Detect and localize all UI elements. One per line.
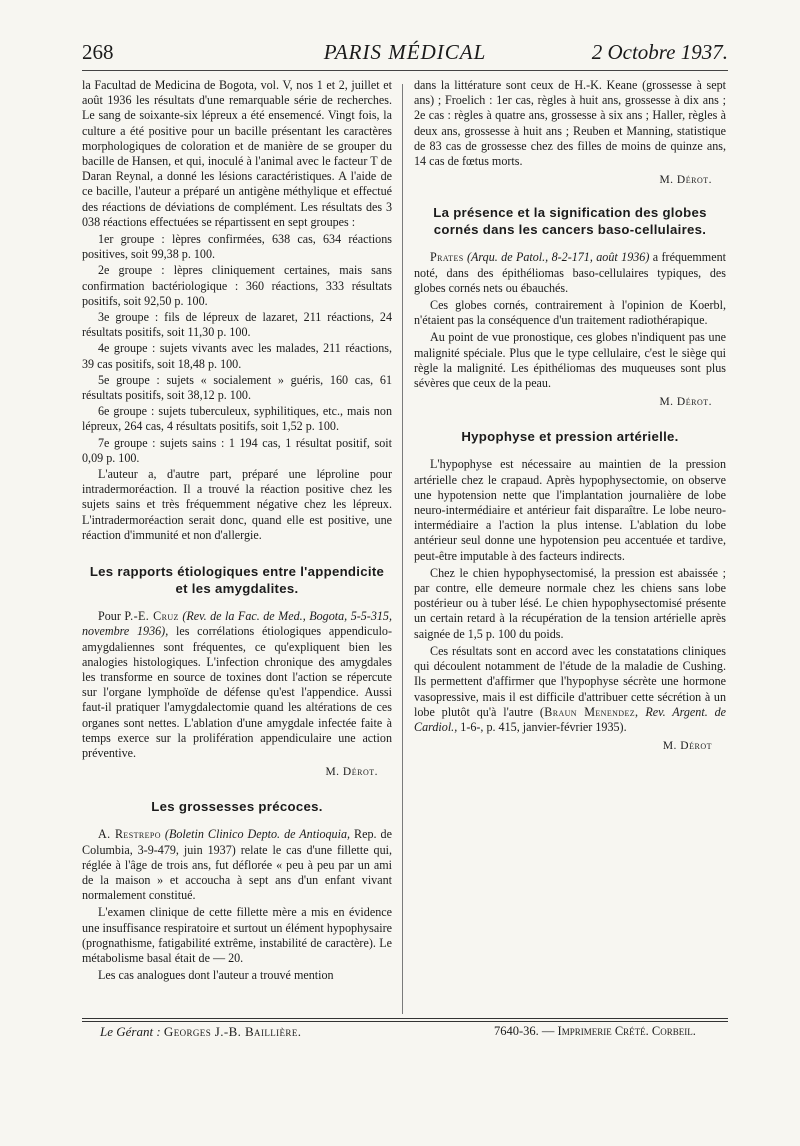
reference: (Rev. de la Fac. de Med., Bogota, 5-5-315, novembre 1936),	[82, 609, 393, 639]
group-item: 1er groupe : lèpres confirmées, 638 cas, 634 réactions positives, soit 99,38 p. 100.	[82, 232, 392, 262]
section-heading-globes: La présence et la signification des globes cornés dans les cancers baso-cellulaires.	[433, 205, 707, 238]
reference: (Arqu. de Patol., 8-2-171, août 1936)	[466, 250, 650, 265]
paragraph: Ces résultats sont en accord avec les constatations cliniques qui découlent notamment de l'étude de la maladie de Cushing. Ils permettent d'affirmer que l'hypophyse sécrète une hormone vasopressive, mais il est difficile d'attribuer cette sécrétion à un lobe plutôt qu'à l'autre (Braun Menendez, Rev. Argent. de Cardiol., 1-6-, p. 415, janvier-février 1935).	[414, 643, 726, 734]
column-divider	[402, 84, 403, 1014]
footer-printer: 7640-36. — Imprimerie Crété. Corbeil.	[494, 1024, 696, 1038]
signature: M. Dérot	[662, 740, 712, 753]
group-item: 7e groupe : sujets sains : 1 194 cas, 1 résultat positif, soit 0,09 p. 100.	[82, 435, 392, 465]
paragraph: Pour P.-E. Cruz (Rev. de la Fac. de Med., Bogota, 5-5-315, novembre 1936), les corrélations étiologiques appendiculo-amygdaliennes sont fréquentes, ce qu'expliquent bien les analogies histologiques. L'infection chronique des amygdales les transforme en source de toxines dont l'action se répercute sur l'organe lymphoïde de défense qu'est l'appendice. Aussi faut-il pratiquer l'amygdalectomie quand les altérations de ces organes sont nettes. L'ablation d'une amygdale infectée faite à temps exerce sur la prolifération appendiculaire une action préventive.	[82, 609, 393, 760]
group-item: 2e groupe : lèpres cliniquement certaines, mais sans confirmation bactériologique : 360 réactions, 333 résultats positifs, soit 92,50 p. 100.	[82, 263, 392, 308]
right-column	[414, 78, 726, 762]
running-header	[82, 40, 728, 71]
reference: Rev. Argent. de Cardiol.,	[414, 704, 726, 734]
author-name: (Braun Menendez,	[539, 704, 639, 719]
signature: M. Dérot.	[325, 766, 378, 779]
author-name: P.-E. Cruz	[124, 609, 179, 624]
journal-title: PARIS MÉDICAL	[323, 40, 487, 64]
page-number: 268	[82, 40, 114, 64]
reference: (Boletin Clinico Depto. de Antioquia,	[164, 827, 351, 842]
group-item: 3e groupe : fils de lépreux de lazaret, 211 réactions, 24 résultats positifs, soit 11,30 p. 100.	[82, 310, 392, 340]
signature: M. Dérot.	[659, 396, 712, 409]
paragraph: L'auteur a, d'autre part, préparé une léproline pour intradermoréaction. Il a trouvé la réaction positive chez les sujets sains et très fréquemment négative chez les lépreux. L'intradermoréaction serait donc, quand elle est positive, une réaction d'immunité et non d'allergie.	[82, 467, 392, 542]
left-column	[82, 78, 392, 985]
author-name: A. Restrepo	[98, 827, 161, 842]
footer-gerant: Le Gérant : Georges J.-B. Baillière.	[100, 1024, 302, 1039]
paragraph: dans la littérature sont ceux de H.-K. Keane (grossesse à sept ans) ; Froelich : 1er cas, règles à huit ans, grossesse à dix ans ; 2e cas : règles à quatre ans, grossesse à six ans ; Haller, règles à deux ans, grossesse à huit ans ; Reuben et Manning, statistique de 83 cas de grossesse chez des filles de moins de quinze ans, 14 cas de fœtus morts.	[414, 78, 726, 169]
paragraph: Chez le chien hypophysectomisé, la pression est abaissée ; par contre, elle demeure normale chez les chiens sans lobe postérieur ou à tuber lésé. Le chien hypophysectomisé présente un certain retard à la récupération de la tension artérielle après saignée de 1,5 p. 100 du poids.	[414, 565, 726, 641]
section-heading-appendicite: Les rapports étiologiques entre l'appendicite et les amygdalites.	[89, 564, 385, 597]
group-item: 5e groupe : sujets « socialement » guéris, 160 cas, 61 résultats positifs, soit 38,12 p. 100.	[82, 372, 392, 403]
paragraph: Prates (Arqu. de Patol., 8-2-171, août 1936) a fréquemment noté, dans des épithéliomas baso-cellulaires typiques, des globes cornés nets ou ébauchés.	[414, 250, 726, 295]
paragraph: Les cas analogues dont l'auteur a trouvé mention	[98, 968, 334, 983]
section-heading-grossesses: Les grossesses précoces.	[151, 799, 323, 815]
footer-rule	[82, 1021, 728, 1022]
paragraph: Au point de vue pronostique, ces globes n'indiquent pas une malignité spéciale. Plus que le type cellulaire, c'est le siège qui règle la malignité. Les épithéliomas des muqueuses sont plus sévères que ceux de la peau.	[414, 330, 726, 391]
paragraph: L'examen clinique de cette fillette mère a mis en évidence une insuffisance respiratoire et surtout un élément hypophysaire (prognathisme, fatigabilité extrême, instabilité de caractère). Le métabolisme basal était de — 20.	[82, 905, 392, 965]
section-heading-hypophyse: Hypophyse et pression artérielle.	[461, 429, 679, 445]
signature: M. Dérot.	[659, 174, 712, 187]
paragraph: A. Restrepo (Boletin Clinico Depto. de Antioquia, Rep. de Columbia, 3-9-479, juin 1937) relate le cas d'une fillette qui, réglée à l'âge de trois ans, fut déflorée « peu à peu par un ami de la maison » et accoucha à sept ans d'un enfant vivant normalement constitué.	[82, 827, 392, 903]
issue-date: 2 Octobre 1937.	[591, 40, 728, 64]
paragraph: Ces globes cornés, contrairement à l'opinion de Koerbl, n'étaient pas la conséquence d'un traitement radiothérapique.	[414, 298, 726, 328]
group-item: 6e groupe : sujets tuberculeux, syphilitiques, etc., mais non lépreux, 264 cas, 4 résultats positifs, soit 1,52 p. 100.	[82, 404, 392, 434]
group-item: 4e groupe : sujets vivants avec les malades, 211 réactions, 39 cas positifs, soit 18,48 p. 100.	[82, 341, 392, 371]
paragraph: la Facultad de Medicina de Bogota, vol. V, nos 1 et 2, juillet et août 1936 les résultats d'une remarquable série de recherches. Le sang de soixante-six lépreux a été ensemencé. Vingt fois, la culture a été positive pour un bacille présentant les caractères morphologiques de coloration et de manière de se grouper du bacille de Hansen, et qui, inoculé à l'animal avec le facteur T de Daran Reynal, a donné les lésions caractéristiques. A l'aide de ce bacille, l'auteur a préparé un antigène méthylique et effectué des réactions de déviations de complément. Les résultats des 3 038 réactions effectuées se répartissent en sept groupes :	[82, 78, 392, 229]
author-name: Prates	[430, 250, 464, 265]
paragraph: L'hypophyse est nécessaire au maintien de la pression artérielle chez le crapaud. Après hypophysectomie, on observe une hypotension nette que l'implantation journalière de lobe neuro-intermédiaire et antérieur fait disparaître. Le lobe neuro-intermédiaire a l'action la plus intense. L'ablation du lobe antérieur seul donne une hypotension peu accentuée et tardive, peut-être imputable à des facteurs indirects.	[414, 457, 726, 563]
footer-rule	[82, 1018, 728, 1019]
